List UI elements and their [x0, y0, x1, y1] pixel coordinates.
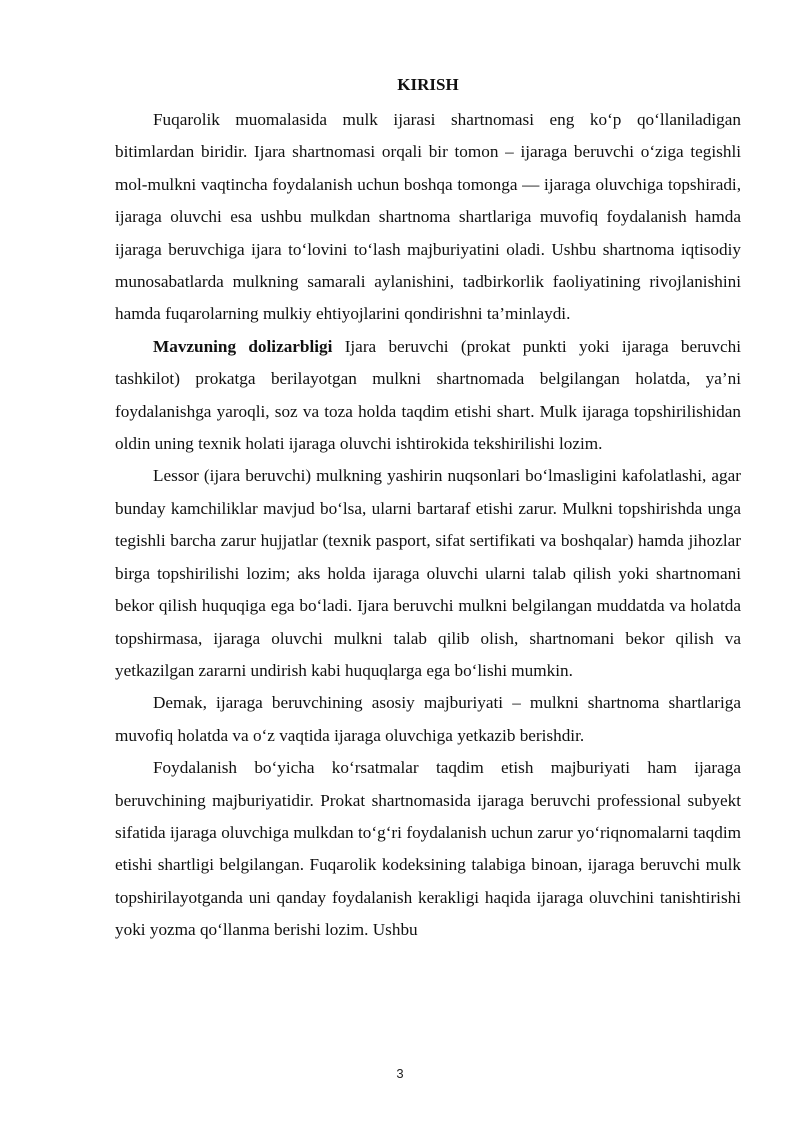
paragraph-instructions	[115, 752, 741, 946]
paragraph-text: Ijara beruvchi (prokat punkti yoki ijaraga beruvchi tashkilot) prokatga berilayotgan mulkni shartnomada belgilangan holatda, ya’ni foydalanishga yaroqli, soz va toza holda taqdim etishi shart. Mulk ijaraga topshirilishidan oldin uning texnik holati ijaraga oluvchi ishtirokida tekshirilishi lozim.	[115, 336, 741, 454]
paragraph-lessor	[115, 460, 741, 687]
paragraph-relevance	[115, 331, 741, 461]
paragraph-lead-bold: Mavzuning dolizarbligi	[153, 336, 333, 356]
paragraph-conclusion	[115, 687, 741, 752]
paragraph-intro	[115, 104, 741, 331]
page-number: 3	[396, 1066, 404, 1081]
document-page	[115, 74, 741, 947]
section-heading: KIRISH	[397, 75, 459, 94]
paragraph-text: Fuqarolik muomalasida mulk ijarasi shartnomasi eng ko‘p qo‘llaniladigan bitimlardan biridir. Ijara shartnomasi orqali bir tomon – ijaraga beruvchi o‘ziga tegishli mol-mulkni vaqtincha foydalanish uchun boshqa tomonga — ijaraga oluvchiga topshiradi, ijaraga oluvchi esa ushbu mulkdan shartnoma shartlariga muvofiq foydalanish hamda ijaraga beruvchiga ijara to‘lovini to‘lash majburiyatini oladi. Ushbu shartnoma iqtisodiy munosabatlarda mulkning samarali aylanishini, tadbirkorlik faoliyatining rivojlanishini hamda fuqarolarning mulkiy ehtiyojlarini qondirishni ta’minlaydi.	[115, 110, 741, 324]
paragraph-text: Lessor (ijara beruvchi) mulkning yashirin nuqsonlari bo‘lmasligini kafolatlashi, agar bunday kamchiliklar mavjud bo‘lsa, ularni bartaraf etishi zarur. Mulkni topshirishda unga tegishli barcha zarur hujjatlar (texnik pasport, sifat sertifikati va boshqalar) hamda jihozlar birga topshirilishi lozim; aks holda ijaraga oluvchi ularni talab qilish yoki shartnomani bekor qilish huquqiga ega bo‘ladi. Ijara beruvchi mulkni belgilangan muddatda va holatda topshirmasa, ijaraga oluvchi mulkni talab qilib olish, shartnomani bekor qilish va yetkazilgan zararni undirish kabi huquqlarga ega bo‘lishi mumkin.	[115, 466, 741, 680]
paragraph-text: Demak, ijaraga beruvchining asosiy majburiyati – mulkni shartnoma shartlariga muvofiq holatda va o‘z vaqtida ijaraga oluvchiga yetkazib berishdir.	[115, 693, 741, 745]
paragraph-text: Foydalanish bo‘yicha ko‘rsatmalar taqdim etish majburiyati ham ijaraga beruvchining majburiyatidir. Prokat shartnomasida ijaraga beruvchi professional subyekt sifatida ijaraga oluvchiga mulkdan to‘g‘ri foydalanish uchun zarur yo‘riqnomalarni taqdim etishi shartligi belgilangan. Fuqarolik kodeksining talabiga binoan, ijaraga beruvchi mulk topshirilayotganda uni qanday foydalanish kerakligi haqida ijaraga oluvchini tanishtirishi yoki yozma qo‘llanma berishi lozim. Ushbu	[115, 758, 741, 940]
